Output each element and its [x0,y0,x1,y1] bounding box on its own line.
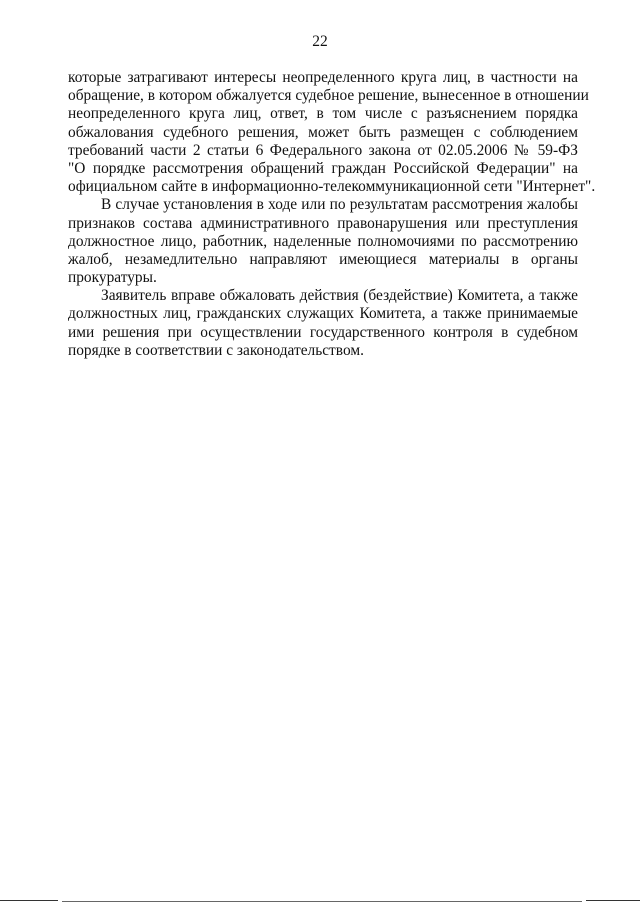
text-line: которые затрагивают интересы неопределенного круга лиц, в частности на [68,69,578,86]
text-line: должностных лиц, гражданских служащих Комитета, а также принимаемые [68,305,578,323]
scan-edge-bar [0,900,58,901]
text-line: порядке в соответствии с законодательством. [68,341,364,359]
scan-edge-bar [586,900,640,901]
text-line: ими решения при осуществлении государственного контроля в судебном [68,323,578,341]
document-body [68,69,596,360]
text-line: жалоб, незамедлительно направляют имеющиеся материалы в органы [68,250,578,268]
text-line: обжалования судебного решения, может быть размещен с соблюдением [68,123,578,141]
text-line: "О порядке рассмотрения обращений граждан Российской Федерации" на [68,159,578,177]
page-number: 22 [312,33,328,50]
text-line: обращение, в котором обжалуется судебное решение, вынесенное в отношении [68,87,589,105]
text-line: должностное лицо, работник, наделенные полномочиями по рассмотрению [68,232,578,250]
text-line: официальном сайте в информационно-телекоммуникационной сети "Интернет". [68,178,596,196]
text-line: неопределенного круга лиц, ответ, в том числе с разъяснением порядка [68,105,578,123]
paragraph-first-line: Заявитель вправе обжаловать действия (бездействие) Комитета, а также [101,287,578,305]
paragraph-first-line: В случае установления в ходе или по результатам рассмотрения жалобы [101,196,578,214]
text-line: признаков состава административного правонарушения или преступления [68,214,578,232]
scan-edge-artifact [0,898,640,905]
text-line: прокуратуры. [68,269,157,287]
text-line: требований части 2 статьи 6 Федерального закона от 02.05.2006 № 59-ФЗ [68,141,578,159]
scan-edge-bar [62,901,582,902]
